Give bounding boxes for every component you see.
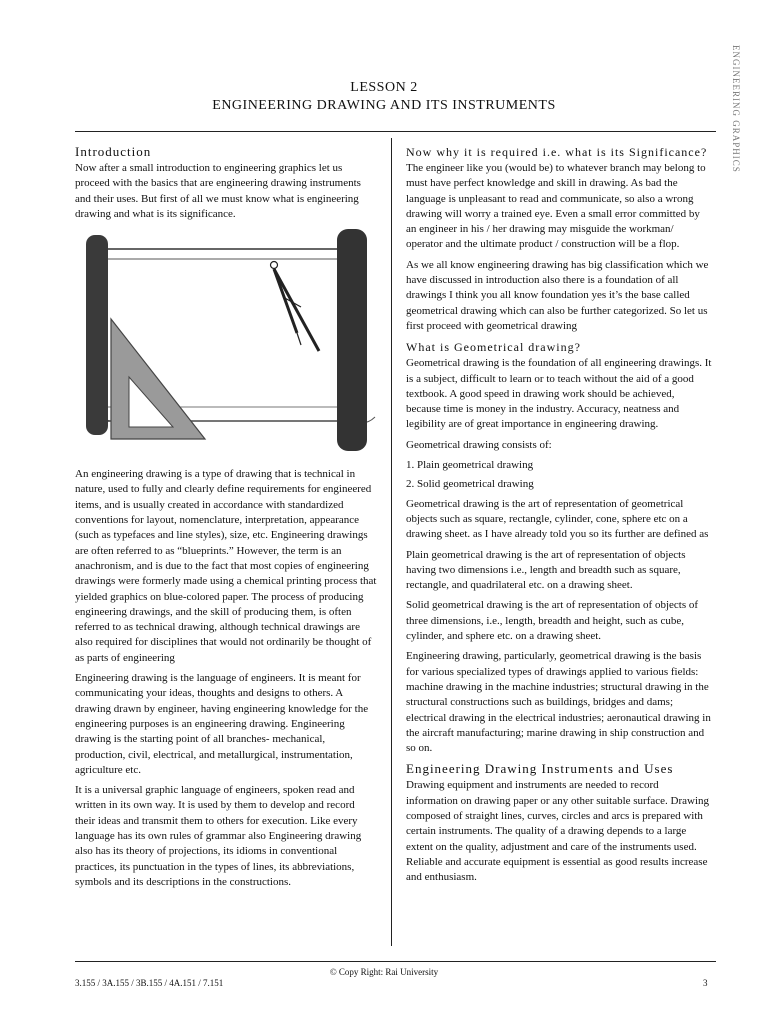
intro-heading: Introduction (75, 144, 152, 159)
list-item: 1. Plain geometrical drawing (406, 459, 534, 472)
geometrical-paragraph-1: Geometrical drawing is the foundation of all engineering drawings. It is a subject, difficult to learn or to teach without the aid of a good textbook. A good speed in drawing work should be achieved, because time is money in the industry. Accuracy, neatness and legibility are of great importance in engineering drawing. (406, 357, 712, 431)
instruments-heading: Engineering Drawing Instruments and Uses (406, 761, 674, 777)
geometrical-paragraph-5: Engineering drawing, particularly, geometrical drawing is the basis for various specialized types of drawings applied to various fields: machine drawing in the machine industries; structural drawing in the structural constructions such as buildings, bridges and dams; electrical drawing in the electrical industries; aeronautical drawing in the aircraft manufacturing; marine drawing in ship construction and so on. (406, 650, 711, 755)
significance-paragraph-1: The engineer like you (would be) to whatever branch may belong to must have perfect knowledge and skill in drawing. As bad the language is unpleasant to read and communicate, so also a wrong drawing will worry a trained eye. Even a small error committed by an engineer in his / her drawing may misguide the workman/ operator and the ultimate product / construction will be a flop. (406, 162, 706, 251)
solid-geometrical-paragraph: Solid geometrical drawing is the art of representation of objects of three dimensions, i.e., length, breadth and height, such as cube, cylinder, and sphere etc. on a drawing sheet. (406, 599, 699, 643)
list-item: 2. Solid geometrical drawing (406, 478, 534, 491)
geometrical-consists: Geometrical drawing consists of: (406, 438, 552, 451)
significance-paragraph-2: As we all know engineering drawing has big classification which we have discussed in introduction also there is a foundation of all drawings I think you all know foundation yes it’s the base called geometrical drawing which can also be further categorized. So let us first proceed with geometrical drawing (406, 258, 709, 332)
drawing-board-illustration (75, 227, 377, 457)
paragraph-language: Engineering drawing is the language of engineers. It is meant for communicating your ideas, thoughts and designs to others. A drawing drawn by engineer, having engineering knowledge for the engineering purposes is an engineering drawing. Engineering drawing is the starting point of all branches- mechanical, production, civil, electrical, and metallurgical, instrumentation, agriculture etc. (75, 672, 369, 776)
geometrical-paragraph-2: Geometrical drawing is the art of representation of geometrical objects such as square, rectangle, cylinder, cone, sphere etc on a drawing sheet. as I have already told you so its further are defined as (406, 497, 709, 541)
right-roller (337, 229, 367, 451)
significance-heading: Now why it is required i.e. what is its Significance? (406, 145, 708, 159)
instruments-paragraph: Drawing equipment and instruments are needed to record information on drawing paper or any other suitable surface. Drawing composed of straight lines, curves, circles and arcs is prepared with certain instruments. The quality of a drawing depends to a large extent on the quality, adjustment and care of the instruments used. Reliable and accurate equipment is essential as good results increase and enthusiasm. (406, 779, 710, 884)
geometrical-list (406, 458, 712, 493)
side-running-title: ENGINEERING GRAPHICS (731, 45, 741, 173)
paragraph-universal: It is a universal graphic language of engineers, spoken read and written in its own way. It is used by them to develop and record their ideas and transmit them to others for execution. Like every language has its own rules of grammar also Engineering drawing also has its theory of projections, its idioms in conventional practices, its punctuation in the types of lines, its abbreviations, symbols and its descriptions in the constructions. (75, 784, 362, 888)
paragraph-definition: An engineering drawing is a type of drawing that is technical in nature, used to fully and clearly define requirements for engineered items, and is usually created in accordance with standardized conventions for layout, nomenclature, interpretation, appearance (such as typefaces and line styles), size, etc. Engineering drawings are often referred to as “blueprints.” However, the term is an anachronism, and is due to the fact that most copies of engineering drawings were formerly made using a chemical printing process that yielded graphics on blue-colored paper. The process of producing engineering drawings, and the skill of producing them, is often referred to as technical drawing, although technical drawings are also required for disciplines that would not ordinarily be thought of as parts of engineering (75, 468, 377, 664)
left-column (75, 144, 377, 895)
lesson-number: LESSON 2 (350, 80, 418, 95)
course-codes: 3.155 / 3A.155 / 3B.155 / 4A.151 / 7.151 (75, 978, 224, 988)
right-column (406, 144, 712, 890)
plain-geometrical-paragraph: Plain geometrical drawing is the art of representation of objects having two dimensions i.e., length and breadth such as square, rectangle, and quadrilateral etc. on a drawing sheet. (406, 548, 686, 592)
column-divider (391, 138, 392, 946)
geometrical-heading: What is Geometrical drawing? (406, 340, 581, 355)
page-title: ENGINEERING DRAWING AND ITS INSTRUMENTS (212, 98, 556, 113)
intro-text: Now after a small introduction to engineering graphics let us proceed with the basics that are engineering drawing instruments and their uses. But first of all we must know what is engineering drawing and what is its significance. (75, 162, 361, 220)
copyright-notice: © Copy Right: Rai University (329, 967, 439, 977)
left-roller (86, 235, 108, 435)
footer-rule (75, 961, 716, 962)
page-number: 3 (703, 978, 708, 988)
header-rule (75, 131, 716, 132)
